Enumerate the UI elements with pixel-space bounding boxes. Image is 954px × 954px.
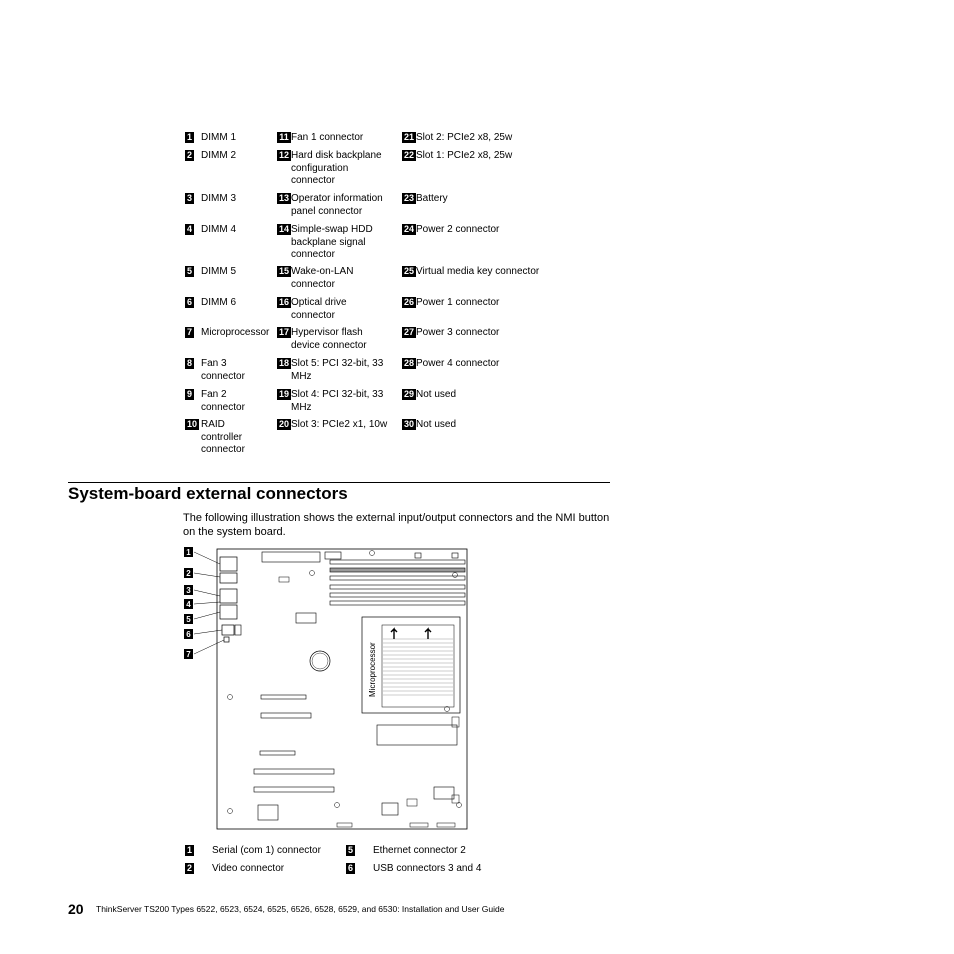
connector-label: Power 2 connector (416, 224, 500, 235)
legend-label: Ethernet connector 2 (373, 845, 466, 856)
callout-2-text: 2 (186, 569, 191, 578)
connector-label: DIMM 6 (201, 297, 236, 308)
connector-label: Fan 3 connector (201, 358, 245, 382)
callout-badge: 11 (277, 132, 291, 143)
connector-label: Fan 1 connector (291, 132, 364, 143)
callout-badge: 29 (403, 389, 414, 399)
connector-label: DIMM 3 (201, 193, 236, 204)
section-rule (68, 482, 610, 483)
connector-label: Slot 3: PCIe2 x1, 10w (291, 419, 388, 430)
callout-1-text: 1 (186, 548, 191, 557)
serial-connector (220, 557, 237, 571)
callout-badge: 8 (186, 358, 192, 368)
connector-label: Hard disk backplane configuration connector (291, 150, 382, 186)
callout-badge: 24 (403, 224, 414, 234)
connector-label: DIMM 5 (201, 266, 236, 277)
video-connector (220, 573, 237, 583)
callout-badge: 26 (403, 297, 414, 307)
callout-badge: 9 (186, 389, 192, 399)
connector-label: Simple-swap HDD backplane signal connector (291, 224, 373, 260)
connector-label: Power 1 connector (416, 297, 500, 308)
battery (310, 651, 330, 671)
legend-label: Video connector (212, 863, 285, 874)
connector-label: Slot 1: PCIe2 x8, 25w (416, 150, 513, 161)
ethernet-connector-1 (220, 589, 237, 603)
legend-badge: 2 (186, 863, 192, 873)
connector-label: Not used (416, 419, 457, 430)
callout-badge: 21 (403, 132, 414, 142)
callout-3-text: 3 (186, 586, 191, 595)
connector-label: Slot 2: PCIe2 x8, 25w (416, 132, 513, 143)
intro-paragraph: The following illustration shows the external input/output connectors and the NMI button on the system board. (183, 512, 610, 538)
expansion-slots (254, 695, 334, 792)
callout-badge: 23 (403, 193, 414, 203)
legend-badge: 5 (347, 845, 353, 855)
callout-badge: 2 (186, 150, 192, 160)
callout-4-text: 4 (186, 600, 191, 609)
callout-badge: 17 (278, 327, 289, 337)
connector-label: Slot 5: PCI 32-bit, 33 MHz (291, 358, 384, 382)
power-connector-top (262, 552, 320, 562)
callout-badge: 27 (403, 327, 414, 337)
callout-badge: 16 (278, 297, 289, 307)
connector-label: DIMM 1 (201, 132, 236, 143)
callout-badge: 18 (278, 358, 289, 368)
callout-badge: 7 (186, 327, 192, 337)
callout-6-text: 6 (186, 630, 191, 639)
system-board-diagram (182, 547, 472, 833)
legend-badge: 1 (186, 845, 192, 855)
callout-badge: 12 (278, 150, 289, 160)
callout-badge: 28 (403, 358, 414, 368)
callout-badge: 1 (186, 132, 192, 142)
callout-badge: 30 (403, 419, 414, 429)
usb-connectors (222, 625, 234, 635)
section-heading: System-board external connectors (68, 484, 348, 503)
connector-label: Power 4 connector (416, 358, 500, 369)
footer-text: ThinkServer TS200 Types 6522, 6523, 6524, 6525, 6526, 6528, 6529, and 6530: Installation and User Guide (96, 904, 505, 914)
connector-label: Microprocessor (201, 327, 270, 338)
callout-badge: 25 (403, 266, 414, 276)
callout-badge: 3 (186, 193, 192, 203)
connector-label: Operator information panel connector (291, 193, 383, 217)
callout-badge: 15 (278, 266, 289, 276)
legend-label: USB connectors 3 and 4 (373, 863, 482, 874)
callout-badge: 19 (278, 389, 289, 399)
callout-badge: 4 (186, 224, 192, 234)
connector-label: DIMM 4 (201, 224, 236, 235)
cpu-label: Microprocessor (368, 642, 377, 697)
callout-5-text: 5 (186, 615, 191, 624)
callout-7-text: 7 (186, 650, 191, 659)
connector-label: Hypervisor flash device connector (291, 327, 367, 351)
callout-badge: 5 (186, 266, 192, 276)
ethernet-connector-2 (220, 605, 237, 619)
connector-label: DIMM 2 (201, 150, 236, 161)
callout-badge: 14 (278, 224, 289, 234)
dimm-slots (330, 560, 465, 605)
nmi-button (224, 637, 229, 642)
page-number: 20 (68, 901, 84, 917)
callout-badge: 13 (278, 193, 289, 203)
connector-label: Power 3 connector (416, 327, 500, 338)
diagram-callouts (184, 547, 193, 659)
connector-label: Fan 2 connector (201, 389, 245, 413)
callout-badge: 20 (278, 419, 289, 429)
legend-label: Serial (com 1) connector (212, 845, 321, 856)
connector-label: Virtual media key connector (416, 266, 540, 277)
callout-badge: 10 (186, 419, 197, 429)
connector-label: Optical drive connector (291, 297, 347, 321)
callout-badge: 22 (403, 150, 414, 160)
connector-label: Wake-on-LAN connector (291, 266, 354, 290)
connector-label: Not used (416, 389, 457, 400)
legend-badge: 6 (347, 863, 353, 873)
connector-label: Battery (416, 193, 448, 204)
connector-label: RAID controller connector (201, 419, 245, 455)
callout-badge: 6 (186, 297, 192, 307)
connector-label: Slot 4: PCI 32-bit, 33 MHz (291, 389, 384, 413)
leader-lines (194, 552, 224, 654)
